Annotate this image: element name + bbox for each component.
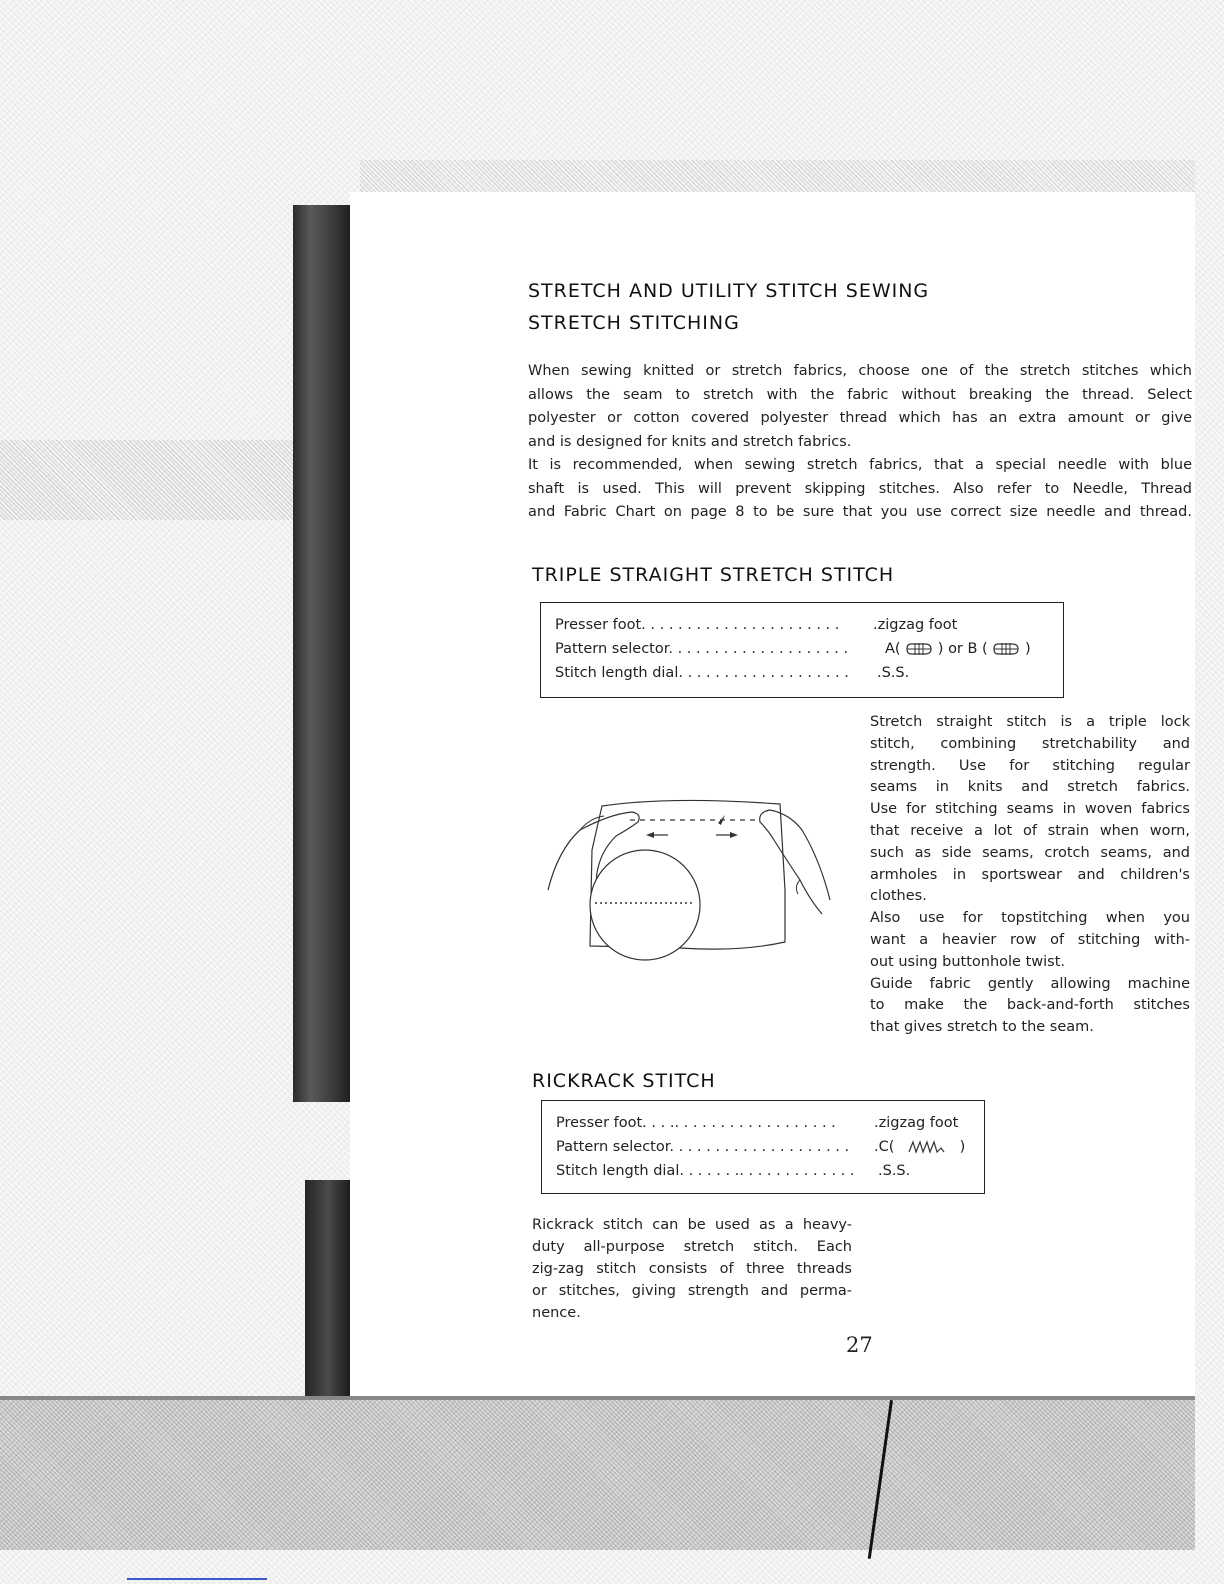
rickrack-desc-line: zig-zag stitch consists of three threads	[532, 1261, 852, 1277]
rickrack-desc-line: or stitches, giving strength and perma-	[532, 1283, 852, 1299]
heading-rickrack-stitch: RICKRACK STITCH	[532, 1070, 716, 1092]
pattern-selector-value	[885, 637, 1031, 661]
triple-desc-line: stitch, combining stretchability and	[870, 735, 1190, 752]
intro-line: allows the seam to stretch with the fabric without breaking the thread. Select	[528, 386, 1192, 403]
intro-line: It is recommended, when sewing stretch fabrics, that a special needle with blue	[528, 457, 1192, 473]
triple-desc-line: seams in knits and stretch fabrics.	[870, 779, 1190, 796]
pattern-or-label: ) or B (	[937, 641, 988, 657]
presser-foot-label: Presser foot. . . . . . . . . . . . . . . . . . . . . .	[555, 617, 840, 633]
triple-description	[870, 712, 1190, 1039]
pattern-selector-label: Pattern selector. . . . . . . . . . . . . . . . . . . .	[556, 1139, 850, 1155]
pattern-selector-row	[556, 1135, 976, 1159]
intro-line: and is designed for knits and stretch fabrics.	[528, 433, 852, 450]
stitch-length-row	[556, 1159, 976, 1183]
book-binding-shadow-lower	[305, 1180, 351, 1400]
triple-desc-line: Use for stitching seams in woven fabrics	[870, 801, 1190, 818]
triple-settings-box	[540, 602, 1064, 698]
rickrack-desc-line: duty all-purpose stretch stitch. Each	[532, 1239, 852, 1255]
triple-desc-line: to make the back-and-forth stitches	[870, 997, 1190, 1014]
rickrack-desc-line: nence.	[532, 1305, 581, 1321]
pattern-selector-label: Pattern selector. . . . . . . . . . . . . . . . . . . .	[555, 641, 849, 657]
triple-desc-line: want a heavier row of stitching with-	[870, 931, 1190, 948]
stitch-length-value: .S.S.	[877, 665, 910, 681]
pattern-selector-row	[555, 637, 1055, 661]
intro-line: and Fabric Chart on page 8 to be sure that you use correct size needle and thread.	[528, 504, 1192, 520]
scan-artifact-line	[127, 1578, 267, 1580]
triple-stitch-icon	[905, 641, 933, 657]
presser-foot-row	[556, 1111, 976, 1135]
triple-desc-line: Also use for topstitching when you	[870, 910, 1190, 927]
triple-desc-line: out using buttonhole twist.	[870, 953, 1065, 970]
pattern-close-label: )	[1024, 641, 1031, 657]
triple-desc-line: armholes in sportswear and children's	[870, 866, 1190, 883]
rickrack-desc-line: Rickrack stitch can be used as a heavy-	[532, 1217, 852, 1233]
presser-foot-value: .zigzag foot	[873, 617, 958, 633]
scan-noise-left	[0, 440, 300, 520]
triple-stitch-icon-b	[992, 641, 1020, 657]
presser-foot-row	[555, 613, 1055, 637]
presser-foot-label: Presser foot. . . .. . . . . . . . . . . . . . . . . .	[556, 1115, 836, 1131]
page-title: STRETCH AND UTILITY STITCH SEWING	[528, 280, 930, 302]
book-binding-shadow	[293, 205, 351, 1102]
intro-line: shaft is used. This will prevent skipping stitches. Also refer to Needle, Thread	[528, 480, 1192, 497]
stitch-length-value: .S.S.	[878, 1163, 911, 1179]
triple-desc-line: that receive a lot of strain when worn,	[870, 822, 1190, 839]
triple-desc-line: Guide fabric gently allowing machine	[870, 975, 1190, 992]
intro-line: polyester or cotton covered polyester thread which has an extra amount or give	[528, 410, 1192, 426]
section-title-stretch-stitching: STRETCH STITCHING	[528, 312, 740, 334]
heading-triple-straight-stretch-stitch: TRIPLE STRAIGHT STRETCH STITCH	[532, 564, 895, 586]
stitch-length-row	[555, 661, 1055, 685]
page-number: 27	[846, 1333, 873, 1357]
pattern-close-label: )	[959, 1139, 966, 1155]
pattern-selector-value	[874, 1135, 965, 1159]
rickrack-stitch-icon	[907, 1140, 947, 1154]
intro-line: When sewing knitted or stretch fabrics, choose one of the stretch stitches which	[528, 363, 1192, 379]
intro-paragraph	[528, 360, 1192, 525]
pattern-c-label: .C(	[874, 1139, 895, 1155]
scan-noise-top	[360, 160, 1195, 194]
stitch-length-label: Stitch length dial. . . . . . .. . . . . . . . . . . . .	[556, 1163, 855, 1179]
triple-desc-line: strength. Use for stitching regular	[870, 757, 1190, 774]
triple-desc-line: Stretch straight stitch is a triple lock	[870, 714, 1190, 730]
triple-desc-line: such as side seams, crotch seams, and	[870, 844, 1190, 861]
rickrack-settings-box	[541, 1100, 985, 1194]
pattern-a-label: A(	[885, 641, 901, 657]
triple-desc-line: that gives stretch to the seam.	[870, 1019, 1094, 1036]
stitch-length-label: Stitch length dial. . . . . . . . . . . . . . . . . . .	[555, 665, 849, 681]
rickrack-description	[532, 1214, 852, 1324]
page-bottom-edge	[0, 1396, 1195, 1400]
scan-noise-bottom	[0, 1400, 1195, 1550]
sewing-hands-illustration	[540, 790, 840, 975]
presser-foot-value: .zigzag foot	[874, 1115, 959, 1131]
triple-desc-line: clothes.	[870, 888, 927, 905]
